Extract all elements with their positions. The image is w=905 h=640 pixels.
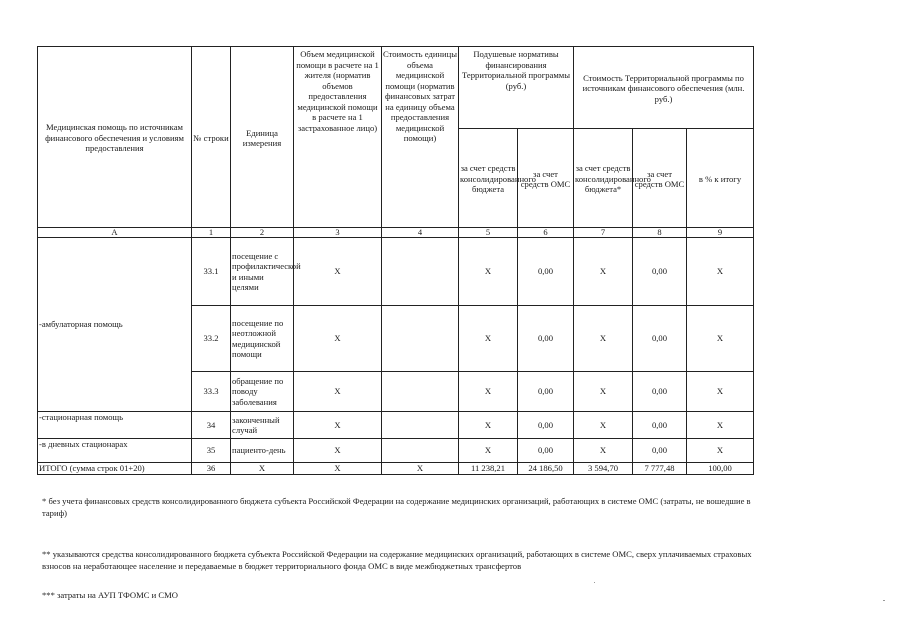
header-col-9: в % к итогу — [687, 129, 754, 228]
cell-col-4 — [382, 412, 459, 439]
cell-col-4 — [382, 306, 459, 372]
label-4: 4 — [382, 228, 459, 238]
cell-col-7: Х — [574, 439, 633, 463]
header-col-7: за счет средств консолидированного бюджета* — [574, 129, 633, 228]
footnote-2: ** указываются средства консолидированного бюджета субъекта Российской Федерации на содержание медицинских организаций, работающих в системе ОМС, сверх уплачиваемых страховых взносов на неработающее население и передаваемые в бюджет территориального фонда ОМС в виде межбюджетных трансфертов — [42, 549, 752, 571]
header-unit-cost: Стоимость единицы объема медицинской помощи (норматив финансовых затрат на единицу объема предоставления медицинской помощи) — [382, 47, 459, 228]
row-number: 33.1 — [192, 238, 231, 306]
total-col-6: 24 186,50 — [518, 463, 574, 475]
label-5: 5 — [459, 228, 518, 238]
table-row — [38, 439, 754, 463]
total-col-7: 3 594,70 — [574, 463, 633, 475]
table-row — [38, 412, 754, 439]
label-a: А — [38, 228, 192, 238]
cell-col-8: 0,00 — [633, 412, 687, 439]
cell-col-6: 0,00 — [518, 306, 574, 372]
cell-col-9: Х — [687, 372, 754, 412]
label-6: 6 — [518, 228, 574, 238]
total-col-8: 7 777,48 — [633, 463, 687, 475]
cell-col-7: Х — [574, 306, 633, 372]
row-number: 33.3 — [192, 372, 231, 412]
scan-speck — [594, 582, 595, 583]
cell-col-3: Х — [294, 412, 382, 439]
header-col-8: за счет средств ОМС — [633, 129, 687, 228]
label-9: 9 — [687, 228, 754, 238]
cell-col-8: 0,00 — [633, 306, 687, 372]
header-volume: Объем медицинской помощи в расчете на 1 жителя (норматив объемов предоставления медицинской помощи в расчете на 1 застрахованное лицо) — [294, 47, 382, 228]
cell-col-5: Х — [459, 412, 518, 439]
label-2: 2 — [231, 228, 294, 238]
cell-col-4 — [382, 439, 459, 463]
header-row-number: № строки — [192, 47, 231, 228]
cell-col-5: Х — [459, 238, 518, 306]
row-number: 35 — [192, 439, 231, 463]
header-col-5: за счет средств консолидированного бюджета — [459, 129, 518, 228]
ambulatory-label: -амбулаторная помощь — [38, 238, 192, 412]
scan-speck — [883, 600, 885, 601]
cell-col-6: 0,00 — [518, 372, 574, 412]
row-unit: обращение по поводу заболевания — [231, 372, 294, 412]
cell-col-9: Х — [687, 439, 754, 463]
cell-col-9: Х — [687, 238, 754, 306]
cell-col-9: Х — [687, 412, 754, 439]
header-per-capita-group: Подушевые нормативы финансирования Территориальной программы (руб.) — [459, 47, 574, 129]
label-3: 3 — [294, 228, 382, 238]
cell-col-7: Х — [574, 372, 633, 412]
total-col-9: 100,00 — [687, 463, 754, 475]
cell-col-7: Х — [574, 238, 633, 306]
cell-col-5: Х — [459, 306, 518, 372]
cell-col-6: 0,00 — [518, 412, 574, 439]
row-number: 33.2 — [192, 306, 231, 372]
cell-col-8: 0,00 — [633, 372, 687, 412]
table-row — [38, 238, 754, 306]
cell-col-3: Х — [294, 238, 382, 306]
row-unit: законченный случай — [231, 412, 294, 439]
label-8: 8 — [633, 228, 687, 238]
header-service: Медицинская помощь по источникам финансового обеспечения и условиям предоставления — [38, 47, 192, 228]
cell-col-5: Х — [459, 372, 518, 412]
total-unit: Х — [231, 463, 294, 475]
total-row — [38, 463, 754, 475]
row-number: 34 — [192, 412, 231, 439]
cell-col-8: 0,00 — [633, 238, 687, 306]
cell-col-7: Х — [574, 412, 633, 439]
header-col-6: за счет средств ОМС — [518, 129, 574, 228]
row-name: -в дневных стационарах — [38, 439, 192, 463]
cell-col-8: 0,00 — [633, 439, 687, 463]
footnote-1: * без учета финансовых средств консолидированного бюджета субъекта Российской Федерации на содержание медицинских организаций, работающих в системе ОМС (затраты, не вошедшие в тариф) — [42, 496, 751, 518]
cell-col-4 — [382, 238, 459, 306]
label-7: 7 — [574, 228, 633, 238]
cell-col-3: Х — [294, 306, 382, 372]
cell-col-6: 0,00 — [518, 238, 574, 306]
financing-table — [37, 46, 754, 475]
column-labels-row — [38, 228, 754, 238]
cell-col-4 — [382, 372, 459, 412]
total-col-5: 11 238,21 — [459, 463, 518, 475]
row-unit: пациенто-день — [231, 439, 294, 463]
cell-col-6: 0,00 — [518, 439, 574, 463]
cell-col-9: Х — [687, 306, 754, 372]
cell-col-3: Х — [294, 372, 382, 412]
header-unit: Единица измерения — [231, 47, 294, 228]
row-name: -стационарная помощь — [38, 412, 192, 439]
total-name: ИТОГО (сумма строк 01+20) — [38, 463, 192, 475]
cell-col-3: Х — [294, 439, 382, 463]
header-program-cost-group: Стоимость Территориальной программы по источникам финансового обеспечения (млн. руб.) — [574, 47, 754, 129]
label-1: 1 — [192, 228, 231, 238]
row-unit: посещение с профилактической и иными целями — [231, 238, 294, 306]
total-number: 36 — [192, 463, 231, 475]
footnote-3: *** затраты на АУП ТФОМС и СМО — [42, 590, 178, 600]
cell-col-5: Х — [459, 439, 518, 463]
total-col-4: Х — [382, 463, 459, 475]
row-unit: посещение по неотложной медицинской помощи — [231, 306, 294, 372]
total-col-3: Х — [294, 463, 382, 475]
